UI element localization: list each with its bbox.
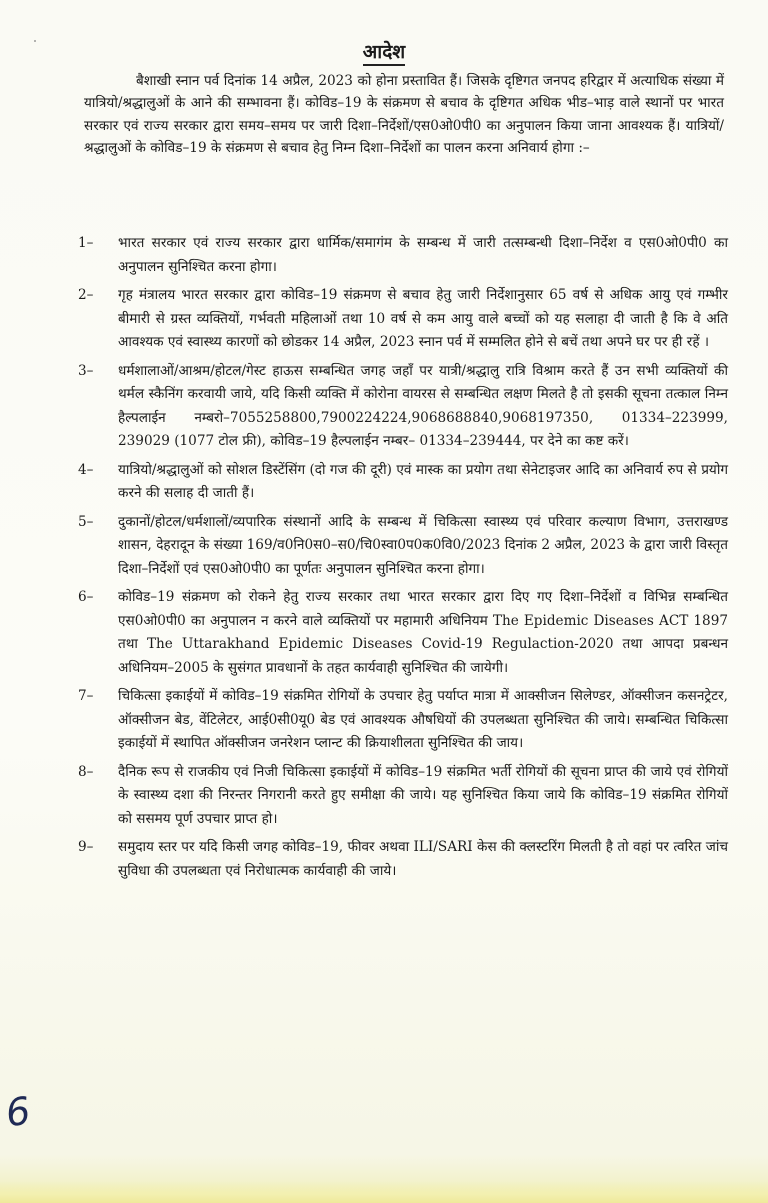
scan-edge-highlight xyxy=(0,1181,768,1203)
directive-text: दुकानों/होटल/धर्मशालों/व्यपारिक संस्थानों आदि के सम्बन्ध में चिकित्सा स्वास्थ्य एवं परिवार कल्याण विभाग, उत्तराखण्ड शासन, देहरादून के संख्या 169/व0नि0स0–स0/चि0स्वा0प0क0वि0/2023 दिनांक 2 अप्रैल, 2023 के द्वारा जारी विस्तृत दिशा–निर्देशों एवं एस0ओ0पी0 का पूर्णतः अनुपालन सुनिश्चित करना होगा। xyxy=(118,513,728,577)
directive-text: धर्मशालाओं/आश्रम/होटल/गेस्ट हाऊस सम्बन्धित जगह जहाँ पर यात्री/श्रद्धालु रात्रि विश्राम करते हैं उन सभी व्यक्तियों की थर्मल स्कैनिंग करवायी जाये, यदि किसी व्यक्ति में कोरोना वायरस से सम्बन्धित लक्षण मिलते है तो इसकी सूचना तत्काल निम्न हैल्पलाईन नम्बरो–7055258800,7900224224,9068688840,9068197350, 01334–223999, 239029 (1077 टोल फ्री), कोविड–19 हैल्पलाईन नम्बर– 01334–239444, पर देने का कष्ट करें। xyxy=(118,362,728,449)
directive-item-4 xyxy=(78,459,728,506)
directive-number: 5– xyxy=(78,513,94,530)
directive-number: 8– xyxy=(78,763,94,780)
directive-number: 7– xyxy=(78,688,94,704)
directive-text: कोविड–19 संक्रमण को रोकने हेतु राज्य सरकार तथा भारत सरकार द्वारा दिए गए दिशा–निर्देशों व विभिन्न सम्बन्धित एस0ओ0पी0 का अनुपालन न करने वाले व्यक्तियों पर महामारी अधिनियम The Epidemic Diseases ACT 1897 तथा The Uttarakhand Epidemic Diseases Covid-19 Regulaction-2020 तथा आपदा प्रबन्धन अधिनियम–2005 के सुसंगत प्रावधानों के तहत कार्यवाही सुनिश्चित की जायेगी। xyxy=(118,589,728,676)
directive-text: गृह मंत्रालय भारत सरकार द्वारा कोविड–19 संक्रमण से बचाव हेतु जारी निर्देशानुसार 65 वर्ष से अधिक आयु एवं गम्भीर बीमारी से ग्रस्त व्यक्तियों, गर्भवती महिलाओं तथा 10 वर्ष से कम आयु वाले बच्चों को यह सलाहा दी जाती है कि वे अति आवश्यक एवं स्वास्थ्य कारणों को छोडकर 14 अप्रैल, 2023 स्नान पर्व में सम्मलित होने से बचें तथा अपने घर पर ही रहें । xyxy=(118,287,728,350)
directive-number: 6– xyxy=(78,589,94,605)
directive-item-1 xyxy=(78,232,728,279)
directive-text: दैनिक रूप से राजकीय एवं निजी चिकित्सा इकाईयों में कोविड–19 संक्रमित भर्ती रोगियों की सूचना प्राप्त की जाये एवं रोगियों के स्वास्थ्य दशा की निरन्तर निगरानी करते हुए समीक्षा की जाये। यह सुनिश्चित किया जाये कि कोविड–19 संक्रमित रोगियों को ससमय पूर्ण उपचार प्राप्त हो। xyxy=(118,763,728,827)
directive-number: 2– xyxy=(78,287,94,303)
intro-paragraph: बैशाखी स्नान पर्व दिनांक 14 अप्रैल, 2023 को होना प्रस्तावित हैं। जिसके दृष्टिगत जनपद हरिद्वार में अत्याधिक संख्या में यात्रियो/श्रद्धालुओं के आने की सम्भावना हैं। कोविड–19 के संक्रमण से बचाव के दृष्टिगत अधिक भीड–भाड़ वाले स्थानों पर भारत सरकार एवं राज्य सरकार द्वारा समय–समय पर जारी दिशा–निर्देशों/एस0ओ0पी0 का अनुपालन किया जाना आवश्यक हैं। यात्रियों/श्रद्धालुओं के कोविड–19 के संक्रमण से बचाव हेतु निम्न दिशा–निर्देशों का पालन करना अनिवार्य होगा :– xyxy=(84,73,724,156)
directive-item-7 xyxy=(78,685,728,756)
directive-text: यात्रियो/श्रद्धालुओं को सोशल डिस्टेंसिंग (दो गज की दूरी) एवं मास्क का प्रयोग तथा सेनेटाइजर आदि का अनिवार्य रुप से प्रयोग करने की सलाह दी जाती हैं। xyxy=(118,461,728,501)
directive-text: भारत सरकार एवं राज्य सरकार द्वारा धार्मिक/समागंम के सम्बन्ध में जारी तत्सम्बन्धी दिशा–निर्देश व एस0ओ0पी0 का अनुपालन सुनिश्चित करना होगा। xyxy=(118,235,728,275)
directive-item-9 xyxy=(78,836,728,883)
directive-item-6 xyxy=(78,586,728,680)
directive-item-8 xyxy=(78,761,728,832)
directive-number: 9– xyxy=(78,839,94,855)
handwritten-mark: 6 xyxy=(3,1088,34,1136)
directive-text: समुदाय स्तर पर यदि किसी जगह कोविड–19, फीवर अथवा ILI/SARI केस की क्लस्टरिंग मिलती है तो वहां पर त्वरित जांच सुविधा की उपलब्धता एवं निरोधात्मक कार्यवाही की जाये। xyxy=(118,839,728,879)
directive-list xyxy=(78,232,728,888)
directive-number: 1– xyxy=(78,235,94,251)
directive-item-2 xyxy=(78,284,728,355)
directive-item-5 xyxy=(78,511,728,582)
directive-number: 3– xyxy=(78,362,94,379)
directive-number: 4– xyxy=(78,461,94,478)
page-title-text: आदेश xyxy=(363,41,405,66)
directive-text: चिकित्सा इकाईयों में कोविड–19 संक्रमित रोगियों के उपचार हेतु पर्याप्त मात्रा में आक्सीजन सिलेण्डर, ऑक्सीजन कसनट्रेटर, ऑक्सीजन बेड, वेंटिलेटर, आई0सी0यू0 बेड एवं आवश्यक औषधियों की उपलब्धता सुनिश्चित की जाये। सम्बन्धित चिकित्सा इकाईयों में स्थापित ऑक्सीजन जनरेशन प्लान्ट की क्रियाशीलता सुनिश्चित की जाय। xyxy=(118,688,728,751)
page-title xyxy=(0,38,768,64)
directive-item-3 xyxy=(78,360,728,454)
